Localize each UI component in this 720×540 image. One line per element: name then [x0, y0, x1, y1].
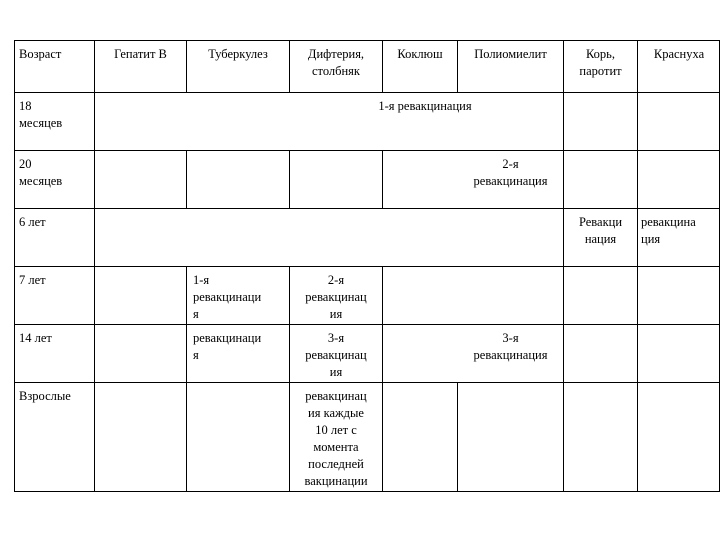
row-age-14-years: 14 лет [19, 331, 52, 345]
row-age-adults: Взрослые [19, 389, 71, 403]
cell-polio-revaccination-3: 3-я ревакцинация [473, 331, 548, 362]
header-age: Возраст [19, 47, 62, 61]
row-age-7-years: 7 лет [19, 273, 46, 287]
cell-dtp-revaccination-3: 3-я ревакцинац ия [305, 331, 367, 379]
header-rubella: Краснуха [653, 47, 705, 61]
header-tuberculosis: Туберкулез [208, 47, 268, 61]
row-age-20-months: 20 месяцев [19, 157, 63, 188]
header-pertussis: Коклюш [397, 47, 443, 61]
header-hepatitis-b: Гепатит В [114, 47, 167, 61]
cell-tb-revaccination-1: 1-я ревакцинаци я [193, 273, 262, 321]
header-diphtheria-tetanus: Дифтерия, столбняк [307, 47, 365, 78]
row-age-18-months: 18 месяцев [19, 99, 63, 130]
cell-polio-revaccination-2: 2-я ревакцинация [473, 157, 548, 188]
cell-merged-revaccination-1: 1-я ревакцинация [378, 99, 472, 113]
cell-dtp-revaccination-every-10-years: ревакцинац ия каждые 10 лет с момента последней вакцинации [304, 389, 368, 488]
header-polio: Полиомиелит [474, 47, 547, 61]
cell-dtp-revaccination-2: 2-я ревакцинац ия [305, 273, 367, 321]
row-age-6-years: 6 лет [19, 215, 46, 229]
header-measles-mumps: Корь, паротит [579, 47, 622, 78]
cell-tb-revaccination: ревакцинаци я [193, 331, 262, 362]
cell-rubella-revaccination: ревакцина ция [641, 215, 696, 246]
cell-measles-revaccination: Ревакци нация [578, 215, 623, 246]
